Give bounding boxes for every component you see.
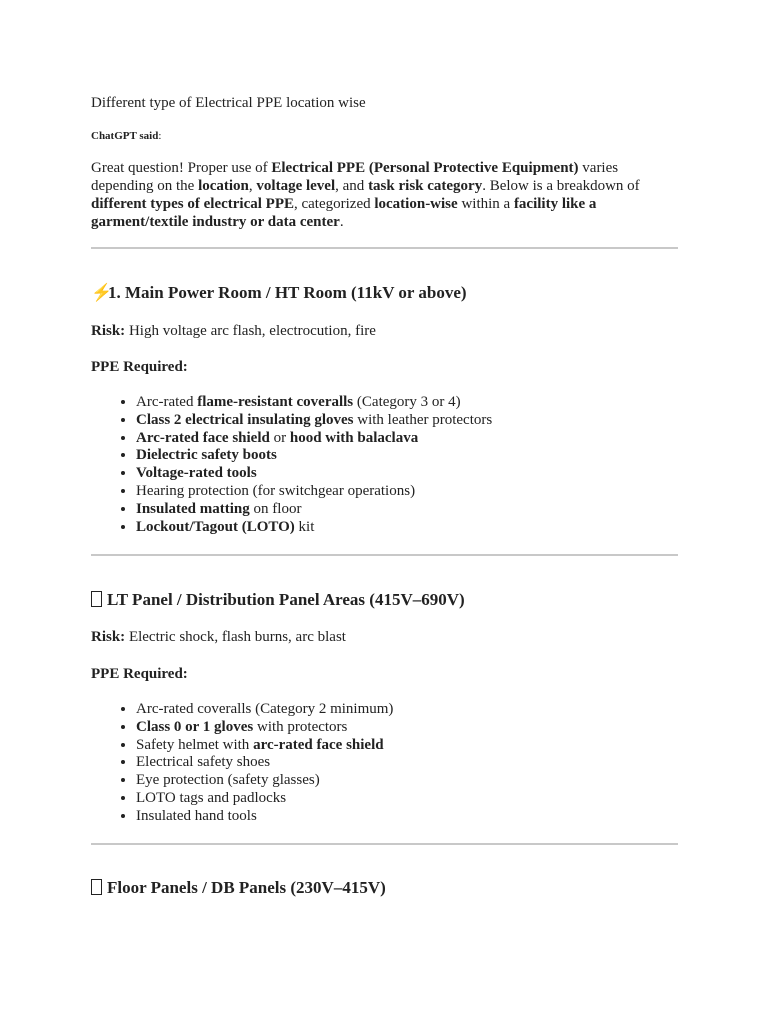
- section-heading-lt-panel: LT Panel / Distribution Panel Areas (415V–690V): [91, 591, 465, 609]
- bold-text: Voltage-rated tools: [136, 465, 257, 482]
- text: Electrical safety shoes: [136, 754, 271, 771]
- chatgpt-label: ChatGPT said:: [91, 130, 162, 142]
- bold-text: location: [198, 178, 249, 194]
- section-heading-main-power-room: ⚡1. Main Power Room / HT Room (11kV or above): [91, 283, 467, 302]
- bold-text: facility like a garment/textile industry or data center: [91, 196, 597, 230]
- missing-glyph-icon: [91, 879, 102, 895]
- text: .: [339, 214, 344, 230]
- list-item: [136, 447, 492, 465]
- list-item: [136, 465, 492, 483]
- missing-glyph-icon: [91, 591, 102, 607]
- risk-line: Risk: Electric shock, flash burns, arc blast: [91, 629, 346, 645]
- text: Eye protection (safety glasses): [136, 772, 320, 789]
- text: within a: [457, 196, 514, 212]
- bold-text: Dielectric safety boots: [136, 447, 277, 464]
- text: with leather protectors: [353, 411, 493, 428]
- list-item: [136, 719, 393, 737]
- bold-text: Lockout/Tagout (LOTO): [136, 518, 295, 535]
- ppe-required-label: PPE Required:: [91, 666, 188, 682]
- text: . Below is a breakdown of: [482, 178, 640, 194]
- list-item: [136, 772, 393, 790]
- divider: [91, 247, 678, 249]
- bold-text: Arc-rated face shield: [136, 429, 270, 446]
- list-item: [136, 501, 492, 519]
- risk-line: Risk: High voltage arc flash, electrocution, fire: [91, 323, 376, 339]
- divider: [91, 554, 678, 556]
- bold-text: task risk category: [368, 178, 483, 194]
- list-item: [136, 737, 393, 755]
- text: LOTO tags and padlocks: [136, 789, 287, 806]
- list-item: [136, 394, 492, 412]
- text: or: [269, 429, 290, 446]
- text: on floor: [249, 500, 302, 517]
- bold-text: location-wise: [374, 196, 458, 212]
- text: with protectors: [253, 718, 348, 735]
- text: kit: [294, 518, 315, 535]
- bold-text: voltage level: [256, 178, 336, 194]
- text: Great question! Proper use of: [91, 160, 272, 176]
- section-heading-floor-panels: Floor Panels / DB Panels (230V–415V): [91, 879, 386, 897]
- text: (Category 3 or 4): [353, 394, 461, 410]
- text: Insulated hand tools: [136, 807, 257, 824]
- ppe-list: [91, 701, 393, 826]
- text: ,: [248, 178, 257, 194]
- bold-text: Electrical PPE (Personal Protective Equipment): [271, 160, 579, 176]
- bold-text: arc-rated face shield: [253, 736, 384, 753]
- list-item: [136, 430, 492, 448]
- text: Arc-rated coveralls (Category 2 minimum): [136, 701, 394, 717]
- text: varies depending on the: [91, 160, 619, 194]
- text: , categorized: [293, 196, 375, 212]
- list-item: [136, 519, 492, 537]
- list-item: [136, 808, 393, 826]
- list-item: [136, 701, 393, 719]
- bold-text: Class 0 or 1 gloves: [136, 718, 254, 735]
- ppe-list: [91, 394, 492, 536]
- list-item: [136, 483, 492, 501]
- bold-text: Insulated matting: [136, 500, 250, 517]
- bold-text: Class 2 electrical insulating gloves: [136, 411, 354, 428]
- list-item: [136, 754, 393, 772]
- text: , and: [335, 178, 369, 194]
- intro-paragraph: [91, 159, 681, 231]
- bold-text: flame-resistant coveralls: [197, 394, 354, 410]
- bold-text: different types of electrical PPE: [91, 196, 294, 212]
- lightning-icon: ⚡: [91, 283, 113, 302]
- text: Safety helmet with: [136, 736, 254, 753]
- list-item: [136, 412, 492, 430]
- divider: [91, 843, 678, 845]
- text: Hearing protection (for switchgear operations): [136, 482, 416, 499]
- text: Arc-rated: [136, 394, 198, 410]
- ppe-required-label: PPE Required:: [91, 359, 188, 375]
- list-item: [136, 790, 393, 808]
- document-title: Different type of Electrical PPE location wise: [91, 95, 366, 111]
- bold-text: hood with balaclava: [289, 429, 419, 446]
